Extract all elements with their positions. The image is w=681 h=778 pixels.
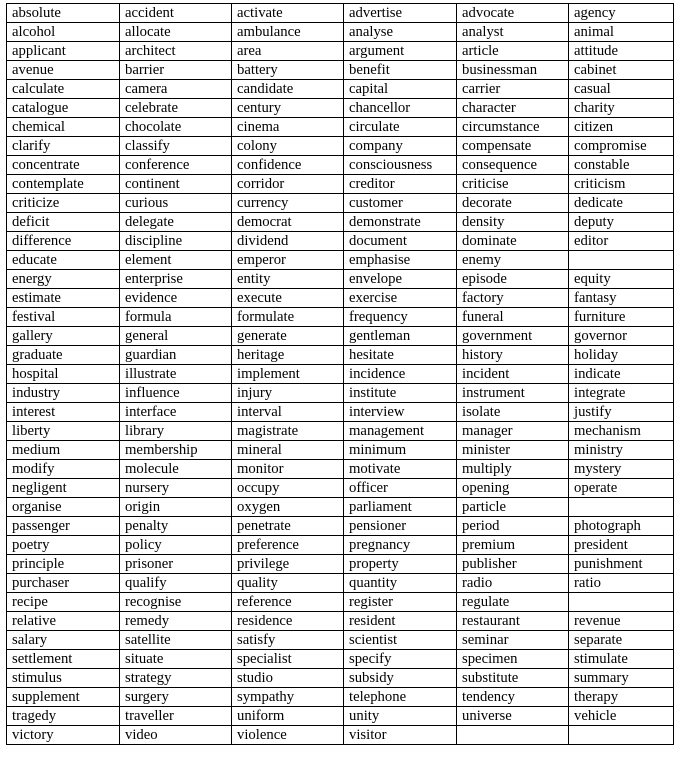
word-cell: monitor [232, 460, 344, 479]
table-row [7, 517, 674, 536]
word-cell: criticise [457, 175, 569, 194]
word-cell: frequency [344, 308, 457, 327]
word-cell: stimulate [569, 650, 674, 669]
word-cell: dividend [232, 232, 344, 251]
word-cell: animal [569, 23, 674, 42]
word-cell: editor [569, 232, 674, 251]
word-cell: enterprise [120, 270, 232, 289]
word-cell: camera [120, 80, 232, 99]
word-cell: architect [120, 42, 232, 61]
word-cell: envelope [344, 270, 457, 289]
word-cell: fantasy [569, 289, 674, 308]
word-cell: deficit [7, 213, 120, 232]
word-cell: gallery [7, 327, 120, 346]
word-cell: violence [232, 726, 344, 745]
word-cell: currency [232, 194, 344, 213]
word-cell: liberty [7, 422, 120, 441]
table-row [7, 498, 674, 517]
word-cell: analyst [457, 23, 569, 42]
word-cell: satisfy [232, 631, 344, 650]
word-cell: entity [232, 270, 344, 289]
word-cell: dedicate [569, 194, 674, 213]
word-cell: energy [7, 270, 120, 289]
word-cell: isolate [457, 403, 569, 422]
word-cell: photograph [569, 517, 674, 536]
word-cell: creditor [344, 175, 457, 194]
word-cell: prisoner [120, 555, 232, 574]
word-cell: article [457, 42, 569, 61]
word-cell: carrier [457, 80, 569, 99]
word-cell: density [457, 213, 569, 232]
word-cell: concentrate [7, 156, 120, 175]
word-cell: agency [569, 4, 674, 23]
word-cell: recipe [7, 593, 120, 612]
word-cell: surgery [120, 688, 232, 707]
word-cell: curious [120, 194, 232, 213]
word-table [6, 3, 674, 745]
word-cell: library [120, 422, 232, 441]
word-cell: qualify [120, 574, 232, 593]
table-row [7, 23, 674, 42]
word-cell: specialist [232, 650, 344, 669]
word-cell: victory [7, 726, 120, 745]
word-cell: studio [232, 669, 344, 688]
word-cell: pregnancy [344, 536, 457, 555]
word-cell: democrat [232, 213, 344, 232]
word-cell: preference [232, 536, 344, 555]
word-cell: clarify [7, 137, 120, 156]
table-row [7, 213, 674, 232]
word-cell: deputy [569, 213, 674, 232]
word-cell: recognise [120, 593, 232, 612]
word-cell: century [232, 99, 344, 118]
word-cell: alcohol [7, 23, 120, 42]
word-cell: delegate [120, 213, 232, 232]
word-cell: ratio [569, 574, 674, 593]
word-cell: compensate [457, 137, 569, 156]
word-cell: constable [569, 156, 674, 175]
word-cell: discipline [120, 232, 232, 251]
word-cell: principle [7, 555, 120, 574]
word-cell: publisher [457, 555, 569, 574]
word-cell: area [232, 42, 344, 61]
table-row [7, 536, 674, 555]
word-cell: period [457, 517, 569, 536]
word-cell: revenue [569, 612, 674, 631]
word-cell: circumstance [457, 118, 569, 137]
word-cell: policy [120, 536, 232, 555]
table-row [7, 289, 674, 308]
word-cell: opening [457, 479, 569, 498]
word-cell: residence [232, 612, 344, 631]
word-cell: battery [232, 61, 344, 80]
word-cell: justify [569, 403, 674, 422]
word-cell: institute [344, 384, 457, 403]
word-cell: industry [7, 384, 120, 403]
table-row [7, 308, 674, 327]
word-cell: history [457, 346, 569, 365]
word-cell: candidate [232, 80, 344, 99]
word-cell: charity [569, 99, 674, 118]
word-cell: applicant [7, 42, 120, 61]
table-row [7, 460, 674, 479]
word-cell: barrier [120, 61, 232, 80]
word-cell: privilege [232, 555, 344, 574]
word-cell: celebrate [120, 99, 232, 118]
table-row [7, 327, 674, 346]
word-cell: restaurant [457, 612, 569, 631]
word-cell: corridor [232, 175, 344, 194]
word-cell: educate [7, 251, 120, 270]
empty-cell [569, 726, 674, 745]
word-cell: strategy [120, 669, 232, 688]
table-row [7, 555, 674, 574]
word-cell: formulate [232, 308, 344, 327]
word-cell: episode [457, 270, 569, 289]
word-cell: analyse [344, 23, 457, 42]
word-cell: minimum [344, 441, 457, 460]
word-cell: businessman [457, 61, 569, 80]
word-cell: penalty [120, 517, 232, 536]
word-cell: therapy [569, 688, 674, 707]
word-cell: decorate [457, 194, 569, 213]
word-cell: pensioner [344, 517, 457, 536]
word-cell: instrument [457, 384, 569, 403]
word-cell: ministry [569, 441, 674, 460]
word-cell: seminar [457, 631, 569, 650]
word-cell: criticism [569, 175, 674, 194]
word-cell: passenger [7, 517, 120, 536]
word-cell: circulate [344, 118, 457, 137]
word-cell: cabinet [569, 61, 674, 80]
table-row [7, 441, 674, 460]
word-cell: settlement [7, 650, 120, 669]
word-cell: summary [569, 669, 674, 688]
word-cell: equity [569, 270, 674, 289]
word-cell: vehicle [569, 707, 674, 726]
word-cell: molecule [120, 460, 232, 479]
word-cell: injury [232, 384, 344, 403]
table-row [7, 80, 674, 99]
word-cell: unity [344, 707, 457, 726]
table-row [7, 612, 674, 631]
word-cell: colony [232, 137, 344, 156]
word-cell: governor [569, 327, 674, 346]
word-cell: chocolate [120, 118, 232, 137]
word-cell: furniture [569, 308, 674, 327]
word-cell: chancellor [344, 99, 457, 118]
table-row [7, 574, 674, 593]
table-row [7, 99, 674, 118]
empty-cell [569, 498, 674, 517]
word-cell: punishment [569, 555, 674, 574]
word-cell: interview [344, 403, 457, 422]
word-cell: origin [120, 498, 232, 517]
word-cell: holiday [569, 346, 674, 365]
table-row [7, 365, 674, 384]
word-cell: calculate [7, 80, 120, 99]
empty-cell [569, 593, 674, 612]
word-cell: estimate [7, 289, 120, 308]
word-cell: regulate [457, 593, 569, 612]
word-cell: gentleman [344, 327, 457, 346]
word-cell: generate [232, 327, 344, 346]
word-cell: consequence [457, 156, 569, 175]
word-cell: customer [344, 194, 457, 213]
word-cell: graduate [7, 346, 120, 365]
word-cell: attitude [569, 42, 674, 61]
empty-cell [569, 251, 674, 270]
word-cell: advocate [457, 4, 569, 23]
word-cell: situate [120, 650, 232, 669]
word-cell: premium [457, 536, 569, 555]
word-cell: government [457, 327, 569, 346]
word-cell: manager [457, 422, 569, 441]
table-row [7, 4, 674, 23]
word-cell: officer [344, 479, 457, 498]
empty-cell [457, 726, 569, 745]
word-cell: oxygen [232, 498, 344, 517]
table-row [7, 669, 674, 688]
word-cell: resident [344, 612, 457, 631]
word-cell: modify [7, 460, 120, 479]
word-cell: criticize [7, 194, 120, 213]
word-cell: difference [7, 232, 120, 251]
word-cell: activate [232, 4, 344, 23]
word-cell: funeral [457, 308, 569, 327]
word-cell: mechanism [569, 422, 674, 441]
table-row [7, 61, 674, 80]
word-cell: integrate [569, 384, 674, 403]
word-cell: mystery [569, 460, 674, 479]
word-cell: separate [569, 631, 674, 650]
table-row [7, 707, 674, 726]
word-cell: specify [344, 650, 457, 669]
word-cell: nursery [120, 479, 232, 498]
word-cell: influence [120, 384, 232, 403]
word-cell: penetrate [232, 517, 344, 536]
word-cell: minister [457, 441, 569, 460]
word-cell: management [344, 422, 457, 441]
word-cell: tragedy [7, 707, 120, 726]
word-cell: remedy [120, 612, 232, 631]
word-cell: indicate [569, 365, 674, 384]
word-cell: incidence [344, 365, 457, 384]
word-cell: poetry [7, 536, 120, 555]
word-cell: conference [120, 156, 232, 175]
word-cell: cinema [232, 118, 344, 137]
word-cell: specimen [457, 650, 569, 669]
word-cell: satellite [120, 631, 232, 650]
word-cell: register [344, 593, 457, 612]
table-row [7, 631, 674, 650]
word-cell: emperor [232, 251, 344, 270]
word-cell: scientist [344, 631, 457, 650]
word-cell: occupy [232, 479, 344, 498]
word-cell: interface [120, 403, 232, 422]
word-cell: medium [7, 441, 120, 460]
table-row [7, 118, 674, 137]
word-cell: multiply [457, 460, 569, 479]
word-cell: salary [7, 631, 120, 650]
word-cell: incident [457, 365, 569, 384]
word-cell: formula [120, 308, 232, 327]
word-cell: mineral [232, 441, 344, 460]
word-cell: emphasise [344, 251, 457, 270]
word-cell: dominate [457, 232, 569, 251]
word-cell: substitute [457, 669, 569, 688]
word-cell: consciousness [344, 156, 457, 175]
word-cell: hesitate [344, 346, 457, 365]
table-row [7, 479, 674, 498]
word-cell: allocate [120, 23, 232, 42]
table-row [7, 156, 674, 175]
table-row [7, 175, 674, 194]
word-cell: quality [232, 574, 344, 593]
word-cell: negligent [7, 479, 120, 498]
word-cell: catalogue [7, 99, 120, 118]
word-cell: traveller [120, 707, 232, 726]
word-cell: avenue [7, 61, 120, 80]
word-cell: hospital [7, 365, 120, 384]
word-cell: visitor [344, 726, 457, 745]
table-row [7, 270, 674, 289]
word-cell: character [457, 99, 569, 118]
word-cell: casual [569, 80, 674, 99]
word-cell: document [344, 232, 457, 251]
word-cell: interval [232, 403, 344, 422]
word-cell: stimulus [7, 669, 120, 688]
word-cell: element [120, 251, 232, 270]
word-cell: execute [232, 289, 344, 308]
word-cell: telephone [344, 688, 457, 707]
table-row [7, 726, 674, 745]
word-cell: quantity [344, 574, 457, 593]
word-cell: parliament [344, 498, 457, 517]
word-cell: advertise [344, 4, 457, 23]
word-cell: company [344, 137, 457, 156]
word-cell: guardian [120, 346, 232, 365]
word-cell: capital [344, 80, 457, 99]
table-row [7, 593, 674, 612]
word-cell: citizen [569, 118, 674, 137]
word-cell: compromise [569, 137, 674, 156]
word-cell: magistrate [232, 422, 344, 441]
word-cell: tendency [457, 688, 569, 707]
word-cell: general [120, 327, 232, 346]
word-cell: exercise [344, 289, 457, 308]
word-cell: uniform [232, 707, 344, 726]
word-cell: motivate [344, 460, 457, 479]
word-cell: heritage [232, 346, 344, 365]
word-table-body [7, 4, 674, 745]
word-cell: evidence [120, 289, 232, 308]
word-cell: confidence [232, 156, 344, 175]
table-row [7, 346, 674, 365]
word-cell: absolute [7, 4, 120, 23]
word-cell: interest [7, 403, 120, 422]
word-cell: ambulance [232, 23, 344, 42]
word-cell: membership [120, 441, 232, 460]
table-row [7, 251, 674, 270]
word-cell: contemplate [7, 175, 120, 194]
word-cell: property [344, 555, 457, 574]
word-cell: benefit [344, 61, 457, 80]
table-row [7, 232, 674, 251]
word-cell: illustrate [120, 365, 232, 384]
table-row [7, 384, 674, 403]
table-row [7, 42, 674, 61]
word-cell: video [120, 726, 232, 745]
word-cell: classify [120, 137, 232, 156]
word-cell: subsidy [344, 669, 457, 688]
word-cell: factory [457, 289, 569, 308]
table-row [7, 422, 674, 441]
word-cell: organise [7, 498, 120, 517]
word-cell: radio [457, 574, 569, 593]
word-cell: argument [344, 42, 457, 61]
word-cell: purchaser [7, 574, 120, 593]
table-row [7, 688, 674, 707]
table-row [7, 137, 674, 156]
word-cell: operate [569, 479, 674, 498]
word-cell: festival [7, 308, 120, 327]
word-cell: enemy [457, 251, 569, 270]
word-cell: particle [457, 498, 569, 517]
word-cell: president [569, 536, 674, 555]
word-cell: demonstrate [344, 213, 457, 232]
word-cell: universe [457, 707, 569, 726]
table-row [7, 194, 674, 213]
table-row [7, 650, 674, 669]
word-cell: continent [120, 175, 232, 194]
word-cell: relative [7, 612, 120, 631]
table-row [7, 403, 674, 422]
word-cell: reference [232, 593, 344, 612]
word-cell: sympathy [232, 688, 344, 707]
word-cell: supplement [7, 688, 120, 707]
word-cell: implement [232, 365, 344, 384]
word-cell: chemical [7, 118, 120, 137]
word-cell: accident [120, 4, 232, 23]
